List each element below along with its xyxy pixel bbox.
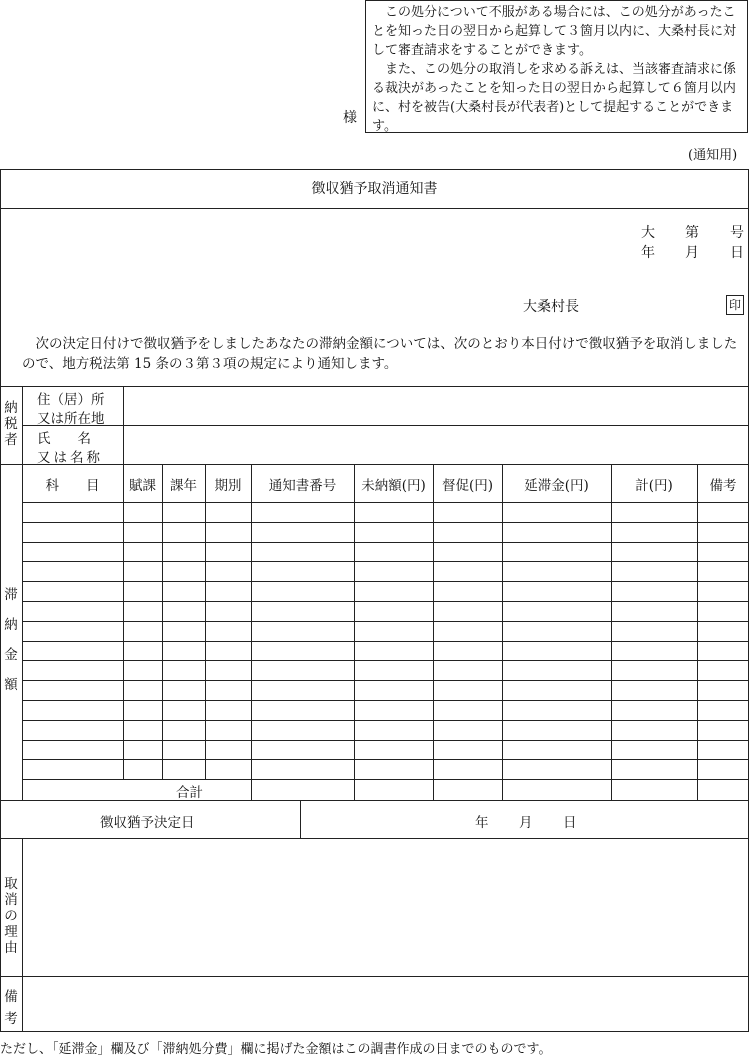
column-header: 賦課 bbox=[129, 478, 156, 494]
row-rule bbox=[22, 502, 749, 503]
rule-label-column bbox=[22, 386, 23, 800]
column-header: 未納額(円) bbox=[361, 478, 426, 494]
column-header: 期別 bbox=[214, 478, 242, 494]
column-header: 課年 bbox=[170, 478, 197, 494]
rule-arrears-top bbox=[0, 464, 749, 465]
rule-label-column-lower bbox=[22, 838, 23, 1031]
rule-decision-divider bbox=[300, 800, 301, 838]
column-rule bbox=[433, 464, 434, 800]
row-rule bbox=[22, 720, 749, 721]
column-header: 備考 bbox=[709, 478, 737, 494]
issuer-name: 大桑村長 bbox=[523, 299, 579, 315]
rule-reason-bottom bbox=[0, 976, 749, 977]
column-header: 科 目 bbox=[45, 478, 100, 494]
decision-date-day: 日 bbox=[563, 815, 577, 831]
row-rule bbox=[22, 700, 749, 701]
column-header: 延滞金(円) bbox=[524, 478, 589, 494]
column-rule bbox=[697, 464, 698, 800]
notification-body: 次の決定日付けで徴収猶予をしましたあなたの滞納金額については、次のとおり本日付けで徴収猶予を取消しましたので、地方税法第 15 条の３第３項の規定により通知します。 bbox=[22, 336, 738, 372]
appeal-notice-box bbox=[365, 0, 748, 133]
column-rule bbox=[251, 464, 252, 800]
rule-taxpayer-mid bbox=[22, 425, 749, 426]
address-label-line2: 又は所在地 bbox=[37, 411, 105, 427]
row-rule bbox=[22, 641, 749, 642]
doc-date-day: 日 bbox=[730, 245, 744, 261]
arrears-section-label: 滞納金額 bbox=[4, 587, 18, 693]
row-rule bbox=[22, 621, 749, 622]
decision-date-month: 月 bbox=[519, 815, 533, 831]
recipient-suffix: 様 bbox=[343, 110, 357, 126]
row-rule bbox=[22, 542, 749, 543]
column-rule bbox=[205, 464, 206, 780]
rule-taxpayer-label-column bbox=[123, 386, 124, 464]
column-rule bbox=[354, 464, 355, 800]
column-rule bbox=[611, 464, 612, 800]
row-rule bbox=[22, 759, 749, 760]
decision-date-year: 年 bbox=[475, 815, 489, 831]
remarks-label: 備考 bbox=[4, 989, 18, 1027]
doc-date-year: 年 bbox=[641, 245, 655, 261]
row-rule bbox=[22, 581, 749, 582]
doc-number-prefix: 大 bbox=[641, 225, 655, 241]
doc-date-month: 月 bbox=[685, 245, 699, 261]
column-rule bbox=[123, 464, 124, 780]
seal-stamp: 印 bbox=[726, 295, 744, 315]
column-rule bbox=[162, 464, 163, 780]
total-label: 合計 bbox=[176, 785, 203, 801]
name-label-line1: 氏 名 bbox=[37, 431, 91, 447]
row-rule bbox=[22, 601, 749, 602]
column-header: 督促(円) bbox=[441, 478, 494, 494]
appeal-notice-paragraph-2: また、この処分の取消しを求める訴えは、当該審査請求に係る裁決があったことを知った日の翌日から起算して６箇月以内に、村を被告(大桑村長が代表者)として提起することができます。 bbox=[372, 62, 737, 134]
row-rule bbox=[22, 660, 749, 661]
decision-date-label: 徴収猶予決定日 bbox=[100, 815, 195, 831]
name-label-line2: 又は名称 bbox=[37, 450, 103, 466]
row-rule bbox=[22, 522, 749, 523]
rule-arrears-bottom bbox=[0, 800, 749, 801]
doc-number-mid: 第 bbox=[685, 225, 699, 241]
usage-label: (通知用) bbox=[688, 148, 738, 163]
taxpayer-section-label: 納税者 bbox=[4, 400, 18, 448]
doc-number-suffix: 号 bbox=[730, 225, 744, 241]
row-rule bbox=[22, 779, 749, 780]
form-title: 徴収猶予取消通知書 bbox=[0, 169, 749, 209]
row-rule bbox=[22, 680, 749, 681]
row-rule bbox=[22, 561, 749, 562]
address-label-line1: 住（居）所 bbox=[37, 392, 105, 408]
rule-taxpayer-top bbox=[0, 386, 749, 387]
cancel-reason-label: 取消の理由 bbox=[4, 876, 18, 956]
footer-note: ただし、「延滞金」欄及び「滞納処分費」欄に掲げた金額はこの調書作成の日までのものです。 bbox=[0, 1042, 552, 1057]
appeal-notice-paragraph-1: この処分について不服がある場合には、この処分があったことを知った日の翌日から起算して３箇月以内に、大桑村長に対して審査請求をすることができます。 bbox=[372, 5, 737, 58]
column-header: 計(円) bbox=[635, 478, 673, 494]
row-rule bbox=[22, 740, 749, 741]
column-header: 通知書番号 bbox=[268, 478, 337, 494]
rule-decision-bottom bbox=[0, 838, 749, 839]
column-rule bbox=[502, 464, 503, 800]
